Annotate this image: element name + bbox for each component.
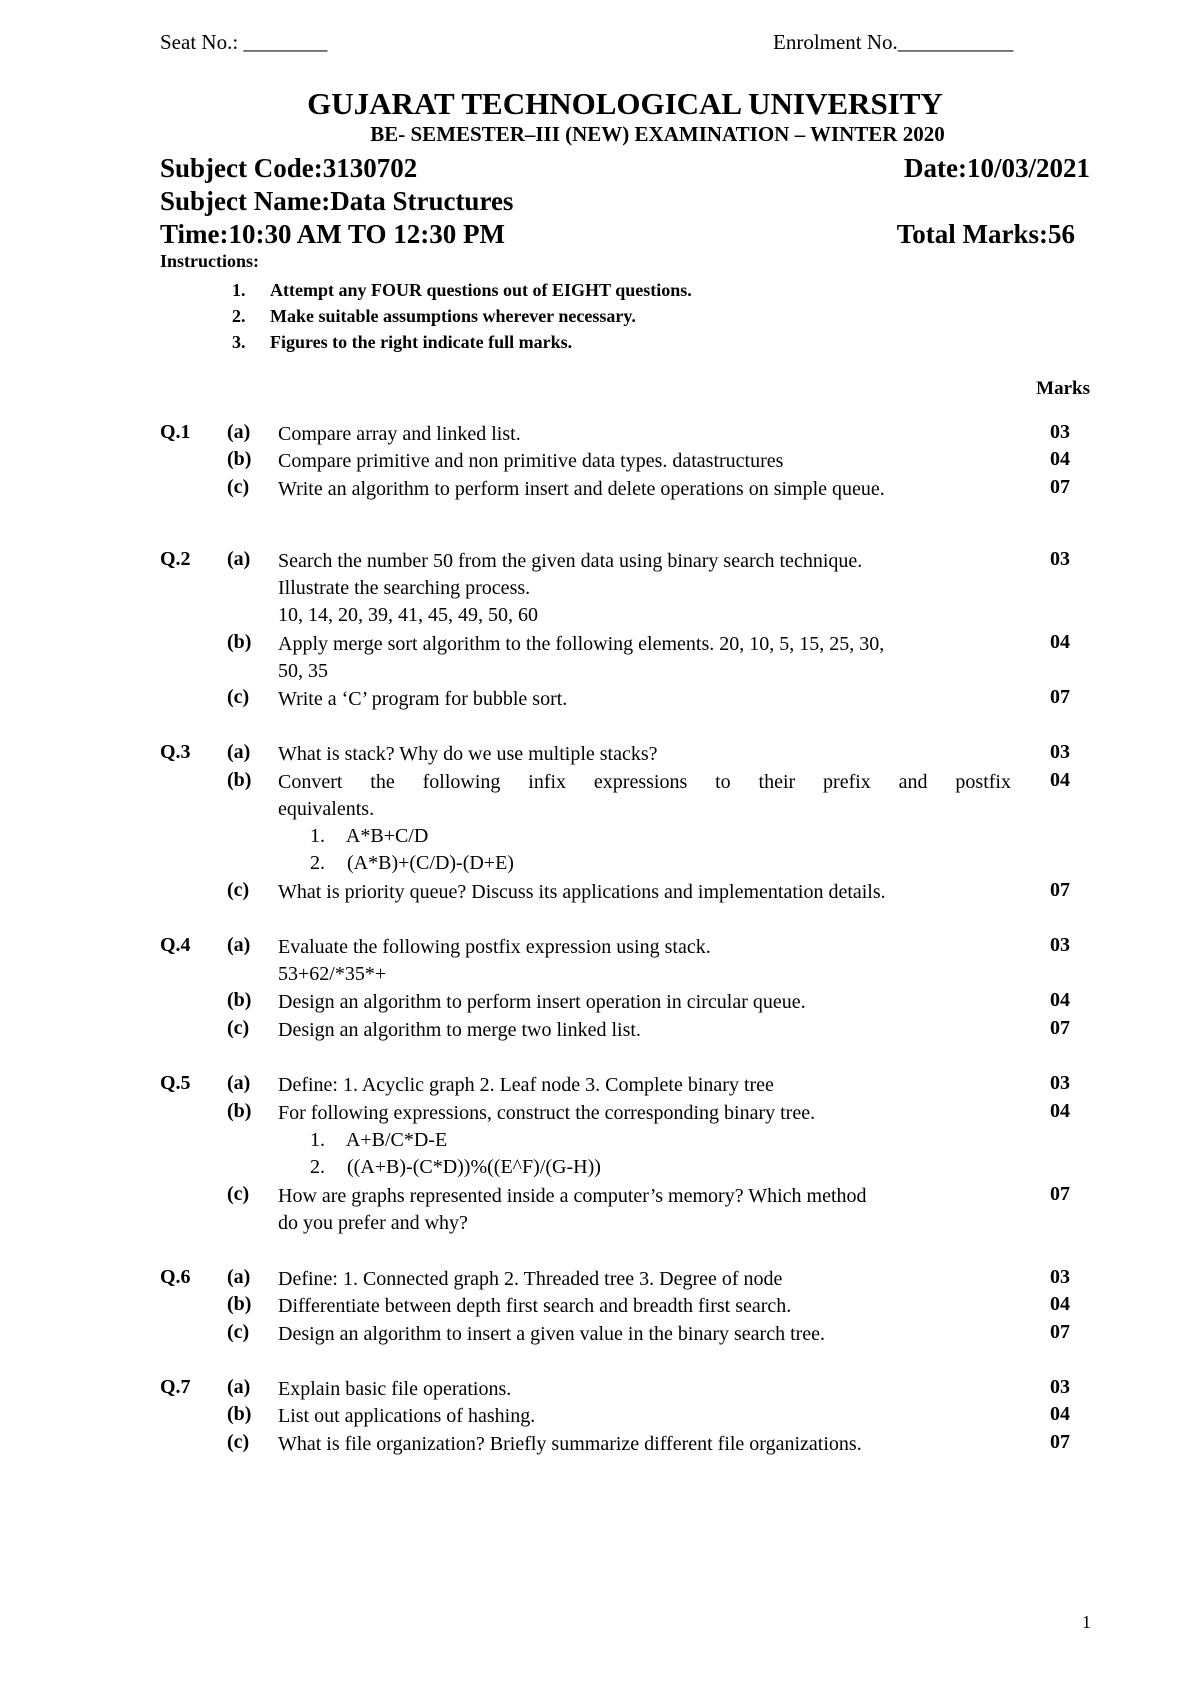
marks-value: 03 <box>1050 1376 1070 1398</box>
exam-title: BE- SEMESTER–III (NEW) EXAMINATION – WINTER 2020 <box>370 122 945 146</box>
part-label: (a) <box>227 741 251 763</box>
marks-value: 03 <box>1050 1072 1070 1094</box>
question-text <box>278 1072 774 1099</box>
text-line: How are graphs represented inside a computer’s memory? Which method <box>278 1185 867 1207</box>
text-line: Illustrate the searching process. <box>278 577 531 599</box>
text-line: List out applications of hashing. <box>278 1405 536 1427</box>
question-number: Q.3 <box>160 741 191 763</box>
instruction-text: Figures to the right indicate full marks. <box>270 332 573 352</box>
instruction-number: 2. <box>232 306 246 326</box>
sub-item <box>278 1127 815 1154</box>
text-line: Design an algorithm to merge two linked list. <box>278 1019 641 1041</box>
text-line: 50, 35 <box>278 660 328 682</box>
question-text <box>278 1017 641 1044</box>
question-number: Q.4 <box>160 934 191 956</box>
marks-value: 03 <box>1050 1266 1070 1288</box>
marks-value: 04 <box>1050 1100 1070 1122</box>
text-line: Compare array and linked list. <box>278 423 521 445</box>
marks-value: 07 <box>1050 1431 1070 1453</box>
part-label: (c) <box>227 1321 250 1343</box>
question-text <box>278 476 885 503</box>
marks-value: 07 <box>1050 879 1070 901</box>
marks-value: 04 <box>1050 769 1070 791</box>
part-label: (b) <box>227 769 252 791</box>
sub-item-text: (A*B)+(C/D)-(D+E) <box>347 852 514 874</box>
part-label: (b) <box>227 1403 252 1425</box>
exam-time: Time:10:30 AM TO 12:30 PM <box>160 219 505 249</box>
part-label: (b) <box>227 1293 252 1315</box>
instructions-heading: Instructions: <box>160 251 260 271</box>
instruction-text: Attempt any FOUR questions out of EIGHT questions. <box>270 280 692 300</box>
question-text <box>278 1431 862 1458</box>
text-line: Evaluate the following postfix expression using stack. <box>278 936 711 958</box>
question-text <box>278 1376 511 1403</box>
question-text <box>278 1100 815 1181</box>
text-line: 10, 14, 20, 39, 41, 45, 49, 50, 60 <box>278 604 538 626</box>
part-label: (c) <box>227 686 250 708</box>
question-number: Q.7 <box>160 1376 191 1398</box>
text-line: Design an algorithm to perform insert operation in circular queue. <box>278 991 806 1013</box>
marks-value: 03 <box>1050 421 1070 443</box>
question-text <box>278 448 783 475</box>
question-text <box>278 548 862 629</box>
question-number: Q.6 <box>160 1266 191 1288</box>
subject-code: Subject Code:3130702 <box>160 153 418 183</box>
part-label: (b) <box>227 1100 252 1122</box>
question-number: Q.1 <box>160 421 191 443</box>
subject-name: Subject Name:Data Structures <box>160 186 514 216</box>
total-marks: Total Marks:56 <box>896 219 1075 249</box>
sub-item <box>278 823 1011 850</box>
question-number: Q.2 <box>160 548 191 570</box>
part-label: (a) <box>227 1266 251 1288</box>
question-text <box>278 631 884 685</box>
marks-value: 04 <box>1050 448 1070 470</box>
part-label: (a) <box>227 421 251 443</box>
text-line: Write an algorithm to perform insert and delete operations on simple queue. <box>278 478 885 500</box>
part-label: (c) <box>227 879 250 901</box>
instruction-text: Make suitable assumptions wherever necessary. <box>270 306 636 326</box>
instruction-number: 1. <box>232 280 246 300</box>
question-text <box>278 1266 782 1293</box>
exam-date: Date:10/03/2021 <box>904 153 1090 183</box>
sub-item-number: 2. <box>310 852 325 874</box>
text-line: What is stack? Why do we use multiple stacks? <box>278 743 658 765</box>
text-line: Convert the following infix expressions to their prefix and postfix <box>278 771 1011 793</box>
question-number: Q.5 <box>160 1072 191 1094</box>
sub-item-text: A*B+C/D <box>345 825 429 847</box>
part-label: (b) <box>227 989 252 1011</box>
question-text <box>278 686 567 713</box>
part-label: (b) <box>227 631 252 653</box>
text-line: Search the number 50 from the given data using binary search technique. <box>278 550 863 572</box>
marks-value: 07 <box>1050 686 1070 708</box>
marks-value: 03 <box>1050 548 1070 570</box>
part-label: (a) <box>227 1376 251 1398</box>
marks-column-heading: Marks <box>1036 378 1090 399</box>
part-label: (a) <box>227 1072 251 1094</box>
text-line: 53+62/*35*+ <box>278 963 387 985</box>
text-line: do you prefer and why? <box>278 1212 468 1234</box>
question-text <box>278 1183 867 1237</box>
question-text <box>278 879 886 906</box>
text-line: Apply merge sort algorithm to the following elements. 20, 10, 5, 15, 25, 30, <box>278 633 885 655</box>
page-number: 1 <box>1082 1612 1091 1632</box>
marks-value: 03 <box>1050 741 1070 763</box>
text-line: Define: 1. Acyclic graph 2. Leaf node 3. Complete binary tree <box>278 1074 774 1096</box>
part-label: (b) <box>227 448 252 470</box>
text-line: equivalents. <box>278 798 375 820</box>
enrolment-number-field: Enrolment No.___________ <box>773 30 1014 54</box>
sub-item-number: 1. <box>310 1129 325 1151</box>
marks-value: 04 <box>1050 1293 1070 1315</box>
sub-item <box>278 850 1011 877</box>
marks-value: 03 <box>1050 934 1070 956</box>
marks-value: 04 <box>1050 1403 1070 1425</box>
sub-item-text: ((A+B)-(C*D))%((E^F)/(G-H)) <box>347 1156 601 1178</box>
text-line: Write a ‘C’ program for bubble sort. <box>278 688 568 710</box>
text-line: Design an algorithm to insert a given value in the binary search tree. <box>278 1323 826 1345</box>
instruction-item <box>232 303 692 329</box>
part-label: (c) <box>227 1183 250 1205</box>
marks-value: 04 <box>1050 631 1070 653</box>
text-line: Explain basic file operations. <box>278 1378 512 1400</box>
marks-value: 07 <box>1050 1183 1070 1205</box>
sub-item-text: A+B/C*D-E <box>345 1129 448 1151</box>
text-line: Compare primitive and non primitive data types. datastructures <box>278 450 784 472</box>
part-label: (c) <box>227 1431 250 1453</box>
marks-value: 04 <box>1050 989 1070 1011</box>
sub-item <box>278 1154 815 1181</box>
marks-value: 07 <box>1050 1017 1070 1039</box>
marks-value: 07 <box>1050 476 1070 498</box>
part-label: (c) <box>227 1017 250 1039</box>
part-label: (a) <box>227 548 251 570</box>
question-text <box>278 934 711 988</box>
question-text <box>278 421 521 448</box>
text-line: Define: 1. Connected graph 2. Threaded tree 3. Degree of node <box>278 1268 783 1290</box>
question-text <box>278 1321 825 1348</box>
text-line: What is priority queue? Discuss its applications and implementation details. <box>278 881 886 903</box>
question-text <box>278 769 1011 877</box>
question-text <box>278 989 806 1016</box>
text-line: What is file organization? Briefly summarize different file organizations. <box>278 1433 862 1455</box>
instruction-item <box>232 329 692 355</box>
instruction-number: 3. <box>232 332 246 352</box>
question-text <box>278 1403 535 1430</box>
instructions-list <box>232 277 692 355</box>
question-text <box>278 1293 791 1320</box>
instruction-item <box>232 277 692 303</box>
part-label: (c) <box>227 476 250 498</box>
seat-number-field: Seat No.: ________ <box>160 30 328 54</box>
sub-item-number: 2. <box>310 1156 325 1178</box>
university-title: GUJARAT TECHNOLOGICAL UNIVERSITY <box>307 86 943 121</box>
text-line: Differentiate between depth first search and breadth first search. <box>278 1295 792 1317</box>
part-label: (a) <box>227 934 251 956</box>
marks-value: 07 <box>1050 1321 1070 1343</box>
question-text <box>278 741 658 768</box>
text-line: For following expressions, construct the corresponding binary tree. <box>278 1102 816 1124</box>
sub-item-number: 1. <box>310 825 325 847</box>
